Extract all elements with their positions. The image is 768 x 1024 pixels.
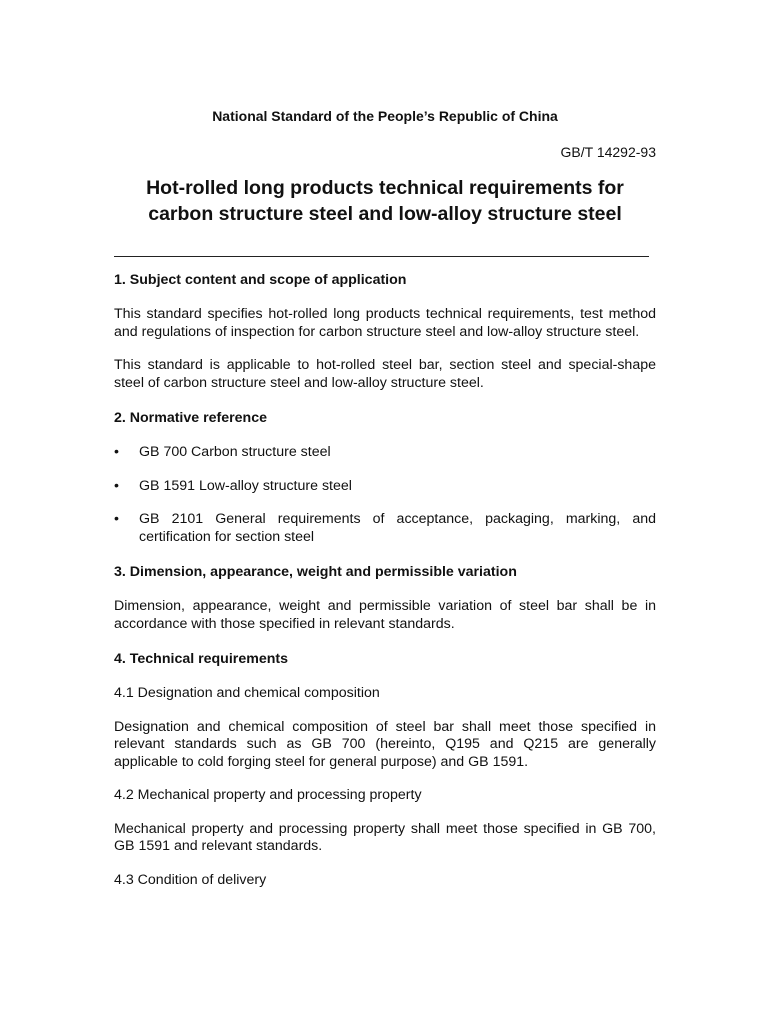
bullet-icon: •	[114, 511, 119, 527]
subsection-heading: 4.2 Mechanical property and processing property	[114, 787, 422, 803]
list-item	[114, 511, 656, 546]
subsection-heading: 4.1 Designation and chemical composition	[114, 685, 380, 701]
paragraph: Designation and chemical composition of steel bar shall meet those specified in relevant standards such as GB 700 (hereinto, Q195 and Q215 are generally applicable to cold forging steel for general purpose) and GB 1591.	[114, 718, 656, 770]
section-heading-1: 1. Subject content and scope of application	[114, 272, 407, 288]
section-heading-4: 4. Technical requirements	[114, 651, 288, 667]
list-item-text: GB 1591 Low-alloy structure steel	[139, 477, 352, 494]
paragraph: Mechanical property and processing property shall meet those specified in GB 700, GB 1591 and relevant standards.	[114, 820, 656, 854]
reference-list	[114, 444, 656, 546]
list-item	[114, 478, 656, 496]
standard-authority: National Standard of the People’s Republic of China	[212, 108, 558, 124]
paragraph: This standard specifies hot-rolled long products technical requirements, test method and regulations of inspection for carbon structure steel and low-alloy structure steel.	[114, 306, 656, 340]
standard-code: GB/T 14292-93	[560, 144, 656, 160]
section-heading-2: 2. Normative reference	[114, 410, 267, 426]
document-title-line-1: Hot-rolled long products technical requirements for	[146, 177, 624, 199]
list-item-text: GB 700 Carbon structure steel	[139, 444, 331, 460]
title-divider	[114, 256, 649, 257]
bullet-icon: •	[114, 444, 119, 460]
subsection-heading: 4.3 Condition of delivery	[114, 871, 267, 888]
bullet-icon: •	[114, 477, 119, 494]
document-title	[114, 175, 656, 227]
document-body	[114, 270, 656, 905]
section-heading-3: 3. Dimension, appearance, weight and permissible variation	[114, 564, 517, 580]
document-page	[114, 0, 656, 1024]
list-item-text: GB 2101 General requirements of acceptance, packaging, marking, and certification for section steel	[139, 511, 656, 545]
paragraph: This standard is applicable to hot-rolled steel bar, section steel and special-shape steel of carbon structure steel and low-alloy structure steel.	[114, 357, 656, 391]
list-item	[114, 444, 656, 462]
document-title-line-2: carbon structure steel and low-alloy structure steel	[148, 203, 622, 225]
paragraph: Dimension, appearance, weight and permissible variation of steel bar shall be in accordance with those specified in relevant standards.	[114, 598, 656, 632]
